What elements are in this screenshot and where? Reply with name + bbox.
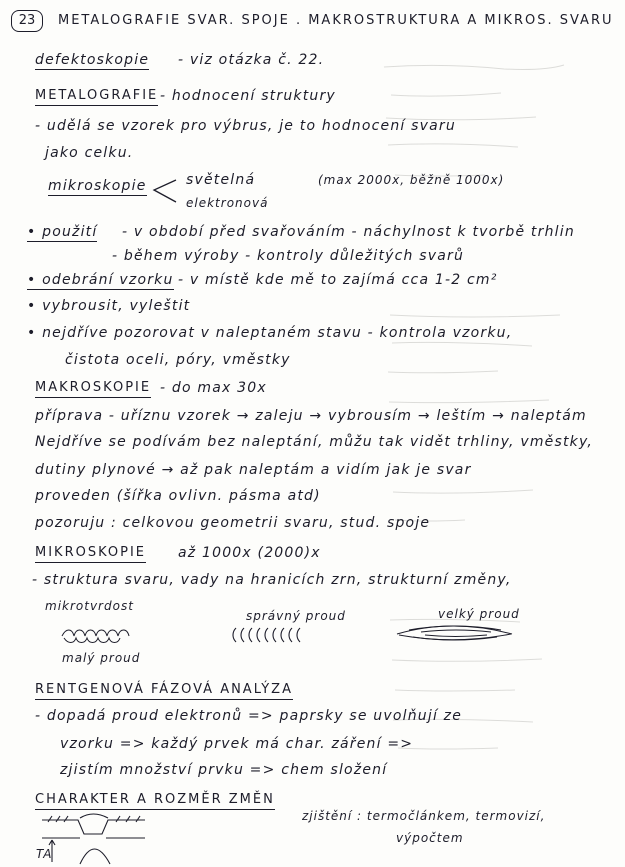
note-line: zjistím množství prvku => chem složení — [60, 762, 388, 778]
note-line: - v místě kde mě to zajímá cca 1-2 cm² — [178, 272, 498, 288]
note-line: - dopadá proud elektronů => paprsky se uvolňují ze — [35, 708, 463, 724]
makroskopie-range: - do max 30x — [160, 380, 267, 396]
branch-bracket — [148, 178, 178, 206]
sketch-label-small: malý proud — [62, 651, 141, 665]
bullet-pouziti — [27, 224, 97, 240]
branch-svetelna: světelná — [186, 172, 256, 188]
sketch-label-correct: správný proud — [246, 609, 346, 623]
question-number-box — [11, 10, 43, 32]
note-line: dutiny plynové → až pak naleptám a vidím jak je svar — [35, 462, 472, 478]
branch-elektronova: elektronová — [186, 196, 269, 210]
note-line: - struktura svaru, vady na hranicích zrn, strukturní změny, — [32, 572, 512, 588]
note-line: příprava - uříznu vzorek → zaleju → vybrousím → leštím → naleptám — [35, 408, 587, 424]
bullet-line: • nejdříve pozorovat v naleptaném stavu - kontrola vzorku, — [27, 325, 513, 341]
note-line: Nejdříve se podívám bez naleptání, můžu tak vidět trhliny, vměstky, — [35, 434, 594, 450]
note-line: vzorku => každý prvek má char. záření => — [60, 736, 414, 752]
metalografie-definition: - hodnocení struktury — [160, 88, 336, 104]
note-line: čistota oceli, póry, vměstky — [65, 352, 291, 368]
note-line: pozoruju : celkovou geometrii svaru, stud. spoje — [35, 515, 431, 531]
term-odebrani: • odebrání vzorku — [27, 272, 174, 288]
weld-sketch-correct — [232, 624, 312, 644]
bullet-odebrani — [27, 272, 174, 288]
term-pouziti: • použití — [27, 224, 98, 240]
weld-sketch-small — [60, 626, 140, 646]
term-mikroskopie: mikroskopie — [48, 178, 147, 194]
heading-metalografie: METALOGRAFIE — [35, 88, 158, 106]
weld-cross-section-sketch — [40, 812, 150, 864]
sketch-label-large: velký proud — [438, 607, 520, 621]
bullet-line: • vybrousit, vyleštit — [27, 298, 191, 314]
weld-sketch-large — [395, 622, 515, 642]
heading-rentgenova-analyza: RENTGENOVÁ FÁZOVÁ ANALÝZA — [35, 682, 293, 700]
axis-label: TA — [36, 847, 53, 861]
note-line: zjištění : termočlánkem, termovizí, — [302, 809, 546, 823]
page-title: METALOGRAFIE SVAR. SPOJE . MAKROSTRUKTURA A MIKROS. SVARU — [58, 13, 614, 28]
term-defektoskopie: defektoskopie — [35, 52, 150, 68]
note-line: výpočtem — [396, 831, 464, 845]
note-line: - během výroby - kontroly důležitých svarů — [112, 248, 465, 264]
note-reference: - viz otázka č. 22. — [178, 52, 325, 68]
note-line: - udělá se vzorek pro výbrus, je to hodnocení svaru — [35, 118, 456, 134]
note-line: mikrotvrdost — [45, 599, 134, 613]
note-line: jako celku. — [45, 145, 134, 161]
note-line: proveden (šířka ovlivn. pásma atd) — [35, 488, 321, 504]
question-number: 23 — [18, 13, 36, 28]
mikroskopie-range: až 1000x (2000)x — [178, 545, 321, 561]
note-line: - v období před svařováním - náchylnost k tvorbě trhlin — [122, 224, 575, 240]
heading-charakter: CHARAKTER A ROZMĚR ZMĚN — [35, 792, 275, 810]
heading-mikroskopie: MIKROSKOPIE — [35, 545, 146, 563]
magnification-note: (max 2000x, běžně 1000x) — [318, 173, 505, 187]
heading-makroskopie: MAKROSKOPIE — [35, 380, 151, 398]
